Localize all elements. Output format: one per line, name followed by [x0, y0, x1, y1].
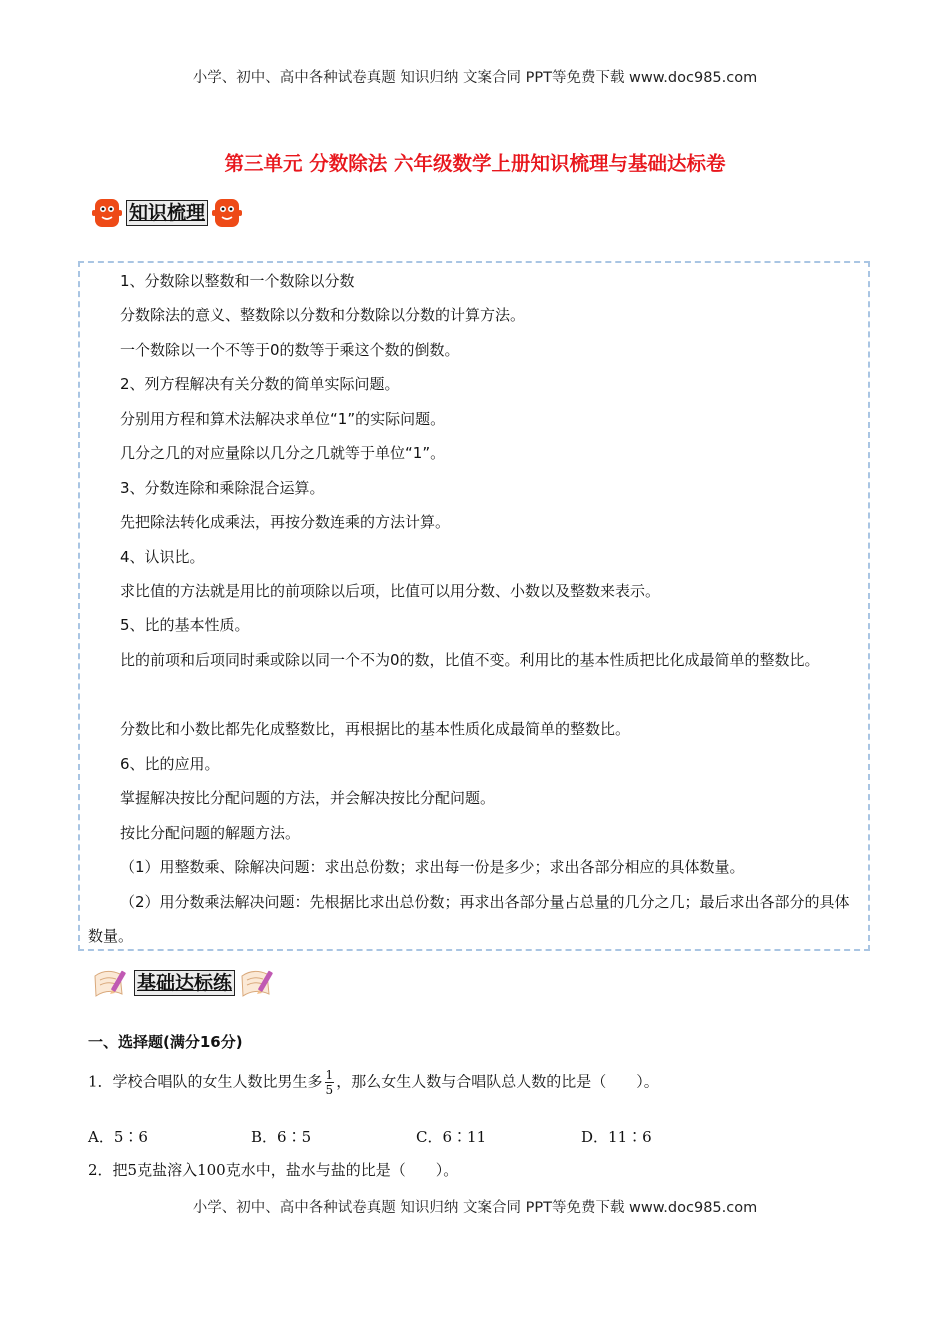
section-heading-knowledge [88, 196, 246, 230]
option-b: B．6∶5 [251, 1128, 312, 1146]
fraction-numerator: 1 [325, 1068, 334, 1082]
section-heading-practice [88, 966, 281, 1000]
knowledge-line: 按比分配问题的解题方法。 [120, 824, 301, 842]
option-c: C．6∶11 [416, 1128, 487, 1146]
document-title: 第三单元 分数除法 六年级数学上册知识梳理与基础达标卷 [224, 152, 726, 175]
option-a: A．5∶6 [88, 1128, 148, 1146]
knowledge-box [78, 261, 870, 951]
pencil-notebook-icon [239, 966, 277, 1000]
fraction-denominator: 5 [325, 1083, 334, 1097]
mascot-icon [92, 196, 122, 230]
knowledge-line: 2、列方程解决有关分数的简单实际问题。 [120, 375, 400, 393]
section-label: 知识梳理 [126, 200, 208, 226]
section-label: 基础达标练 [134, 970, 235, 996]
question-2: 2．把5克盐溶入100克水中，盐水与盐的比是（ ）。 [88, 1161, 459, 1179]
knowledge-line: 掌握解决按比分配问题的方法，并会解决按比分配问题。 [120, 789, 496, 807]
knowledge-line: 几分之几的对应量除以几分之几就等于单位“1”。 [120, 444, 446, 462]
knowledge-line: 3、分数连除和乘除混合运算。 [120, 479, 325, 497]
section-title: 一、选择题(满分16分) [88, 1033, 243, 1051]
knowledge-line: （1）用整数乘、除解决问题：求出总份数；求出每一份是多少；求出各部分相应的具体数量。 [120, 858, 745, 876]
pencil-notebook-icon [92, 966, 130, 1000]
question-text: 1．学校合唱队的女生人数比男生多 [88, 1072, 323, 1091]
page-footer: 小学、初中、高中各种试卷真题 知识归纳 文案合同 PPT等免费下载 www.doc985.com [192, 1200, 758, 1216]
knowledge-line: （2）用分数乘法解决问题：先根据比求出总份数；再求出各部分量占总量的几分之几；最后求出各部分的具体数量。 [88, 893, 850, 945]
mascot-icon [212, 196, 242, 230]
knowledge-line: 1、分数除以整数和一个数除以分数 [120, 272, 355, 290]
question-text: ，那么女生人数与合唱队总人数的比是（ ）。 [336, 1072, 659, 1091]
knowledge-line: 分数除法的意义、整数除以分数和分数除以分数的计算方法。 [120, 306, 526, 324]
question-1 [88, 1068, 659, 1097]
knowledge-line: 求比值的方法就是用比的前项除以后项，比值可以用分数、小数以及整数来表示。 [120, 582, 661, 600]
knowledge-line: 4、认识比。 [120, 548, 205, 566]
knowledge-line: 6、比的应用。 [120, 755, 220, 773]
knowledge-line: 5、比的基本性质。 [120, 616, 250, 634]
fraction [325, 1068, 335, 1097]
knowledge-line: 先把除法转化成乘法，再按分数连乘的方法计算。 [120, 513, 451, 531]
knowledge-line: 一个数除以一个不等于0的数等于乘这个数的倒数。 [120, 341, 460, 359]
option-d: D．11∶6 [581, 1128, 652, 1146]
knowledge-line: 分别用方程和算术法解决求单位“1”的实际问题。 [120, 410, 446, 428]
knowledge-line: 比的前项和后项同时乘或除以同一个不为0的数，比值不变。利用比的基本性质把比化成最简单的整数比。 [120, 651, 820, 669]
page-header: 小学、初中、高中各种试卷真题 知识归纳 文案合同 PPT等免费下载 www.doc985.com [192, 70, 758, 86]
knowledge-line: 分数比和小数比都先化成整数比，再根据比的基本性质化成最简单的整数比。 [120, 720, 631, 738]
